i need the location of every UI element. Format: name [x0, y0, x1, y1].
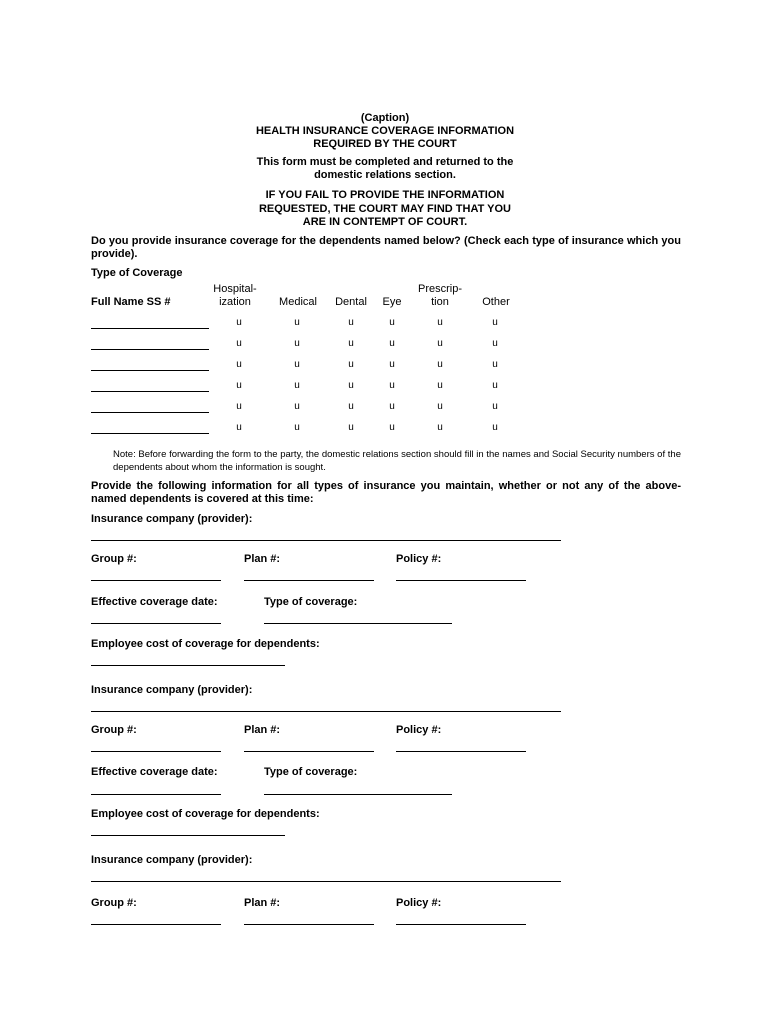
group-label: Group #:: [91, 897, 137, 909]
insurance-company-label: Insurance company (provider):: [91, 684, 253, 696]
eye-checkbox[interactable]: u: [389, 359, 395, 370]
policy-label: Policy #:: [396, 724, 442, 736]
hospitalization-checkbox[interactable]: u: [236, 422, 242, 433]
prescription-checkbox[interactable]: u: [437, 359, 443, 370]
dental-checkbox[interactable]: u: [348, 422, 354, 433]
medical-checkbox[interactable]: u: [294, 338, 300, 349]
hospitalization-checkbox[interactable]: u: [236, 401, 242, 412]
dependent-name-ss-field[interactable]: [91, 391, 209, 392]
instruction-line1: This form must be completed and returned to the: [256, 156, 514, 168]
prescription-header-line1: Prescrip-: [417, 283, 462, 295]
employee-cost-label: Employee cost of coverage for dependents:: [91, 808, 320, 820]
hospitalization-header-line2: ization: [219, 296, 251, 308]
form-title-line2: REQUIRED BY THE COURT: [313, 138, 457, 150]
medical-checkbox[interactable]: u: [294, 380, 300, 391]
policy-label: Policy #:: [396, 897, 442, 909]
hospitalization-header-line1: Hospital-: [213, 283, 257, 295]
effective-date-field[interactable]: [91, 794, 221, 795]
medical-checkbox[interactable]: u: [294, 401, 300, 412]
eye-checkbox[interactable]: u: [389, 338, 395, 349]
coverage-type-label: Type of coverage:: [264, 596, 358, 608]
insurance-company-field[interactable]: [91, 881, 561, 882]
insurance-company-field[interactable]: [91, 540, 561, 541]
insurance-company-label: Insurance company (provider):: [91, 854, 253, 866]
insurance-company-label: Insurance company (provider):: [91, 513, 253, 525]
prescription-checkbox[interactable]: u: [437, 401, 443, 412]
policy-field[interactable]: [396, 580, 526, 581]
group-field[interactable]: [91, 751, 221, 752]
policy-field[interactable]: [396, 924, 526, 925]
dental-checkbox[interactable]: u: [348, 380, 354, 391]
group-label: Group #:: [91, 553, 137, 565]
prescription-checkbox[interactable]: u: [437, 422, 443, 433]
instruction-line2: domestic relations section.: [314, 169, 456, 181]
other-header: Other: [482, 296, 510, 308]
medical-checkbox[interactable]: u: [294, 359, 300, 370]
employee-cost-field[interactable]: [91, 665, 285, 666]
note-text: Note: Before forwarding the form to the party, the domestic relations section should fill in the names and Social Security numbers of the dependents about whom the information is sought.: [113, 449, 681, 473]
type-of-coverage-label: Type of Coverage: [91, 267, 183, 279]
eye-checkbox[interactable]: u: [389, 422, 395, 433]
coverage-type-field[interactable]: [264, 623, 452, 624]
plan-field[interactable]: [244, 924, 374, 925]
prescription-checkbox[interactable]: u: [437, 338, 443, 349]
form-title-line1: HEALTH INSURANCE COVERAGE INFORMATION: [255, 125, 515, 137]
group-label: Group #:: [91, 724, 137, 736]
group-field[interactable]: [91, 924, 221, 925]
plan-label: Plan #:: [244, 897, 281, 909]
medical-checkbox[interactable]: u: [294, 317, 300, 328]
coverage-type-label: Type of coverage:: [264, 766, 358, 778]
effective-date-label: Effective coverage date:: [91, 766, 218, 778]
other-checkbox[interactable]: u: [492, 359, 498, 370]
warning-line2: REQUESTED, THE COURT MAY FIND THAT YOU: [258, 203, 511, 215]
employee-cost-field[interactable]: [91, 835, 285, 836]
plan-field[interactable]: [244, 751, 374, 752]
other-checkbox[interactable]: u: [492, 338, 498, 349]
effective-date-label: Effective coverage date:: [91, 596, 218, 608]
hospitalization-checkbox[interactable]: u: [236, 380, 242, 391]
employee-cost-label: Employee cost of coverage for dependents:: [91, 638, 320, 650]
insurance-company-field[interactable]: [91, 711, 561, 712]
eye-checkbox[interactable]: u: [389, 401, 395, 412]
other-checkbox[interactable]: u: [492, 317, 498, 328]
eye-checkbox[interactable]: u: [389, 380, 395, 391]
eye-header: Eye: [382, 296, 402, 308]
dependent-name-ss-field[interactable]: [91, 349, 209, 350]
full-name-ss-header: Full Name SS #: [91, 296, 171, 308]
plan-label: Plan #:: [244, 553, 281, 565]
eye-checkbox[interactable]: u: [389, 317, 395, 328]
hospitalization-checkbox[interactable]: u: [236, 338, 242, 349]
dependent-name-ss-field[interactable]: [91, 433, 209, 434]
dependent-name-ss-field[interactable]: [91, 412, 209, 413]
policy-field[interactable]: [396, 751, 526, 752]
provide-instruction: Provide the following information for all types of insurance you maintain, whether or not any of the above-named dependents is covered at this time:: [91, 480, 681, 505]
coverage-type-field[interactable]: [264, 794, 452, 795]
hospitalization-checkbox[interactable]: u: [236, 359, 242, 370]
plan-label: Plan #:: [244, 724, 281, 736]
medical-checkbox[interactable]: u: [294, 422, 300, 433]
prescription-checkbox[interactable]: u: [437, 380, 443, 391]
dental-checkbox[interactable]: u: [348, 401, 354, 412]
other-checkbox[interactable]: u: [492, 380, 498, 391]
medical-header: Medical: [279, 296, 317, 308]
prescription-header-line2: tion: [431, 296, 449, 308]
coverage-question: Do you provide insurance coverage for the dependents named below? (Check each type of insurance which you provide).: [91, 235, 681, 260]
effective-date-field[interactable]: [91, 623, 221, 624]
policy-label: Policy #:: [396, 553, 442, 565]
dental-checkbox[interactable]: u: [348, 359, 354, 370]
hospitalization-checkbox[interactable]: u: [236, 317, 242, 328]
prescription-checkbox[interactable]: u: [437, 317, 443, 328]
caption: (Caption): [360, 112, 410, 124]
other-checkbox[interactable]: u: [492, 401, 498, 412]
warning-line1: IF YOU FAIL TO PROVIDE THE INFORMATION: [265, 189, 505, 201]
plan-field[interactable]: [244, 580, 374, 581]
dental-checkbox[interactable]: u: [348, 317, 354, 328]
other-checkbox[interactable]: u: [492, 422, 498, 433]
dental-header: Dental: [335, 296, 367, 308]
dependent-name-ss-field[interactable]: [91, 370, 209, 371]
dental-checkbox[interactable]: u: [348, 338, 354, 349]
group-field[interactable]: [91, 580, 221, 581]
dependent-name-ss-field[interactable]: [91, 328, 209, 329]
warning-line3: ARE IN CONTEMPT OF COURT.: [302, 216, 468, 228]
